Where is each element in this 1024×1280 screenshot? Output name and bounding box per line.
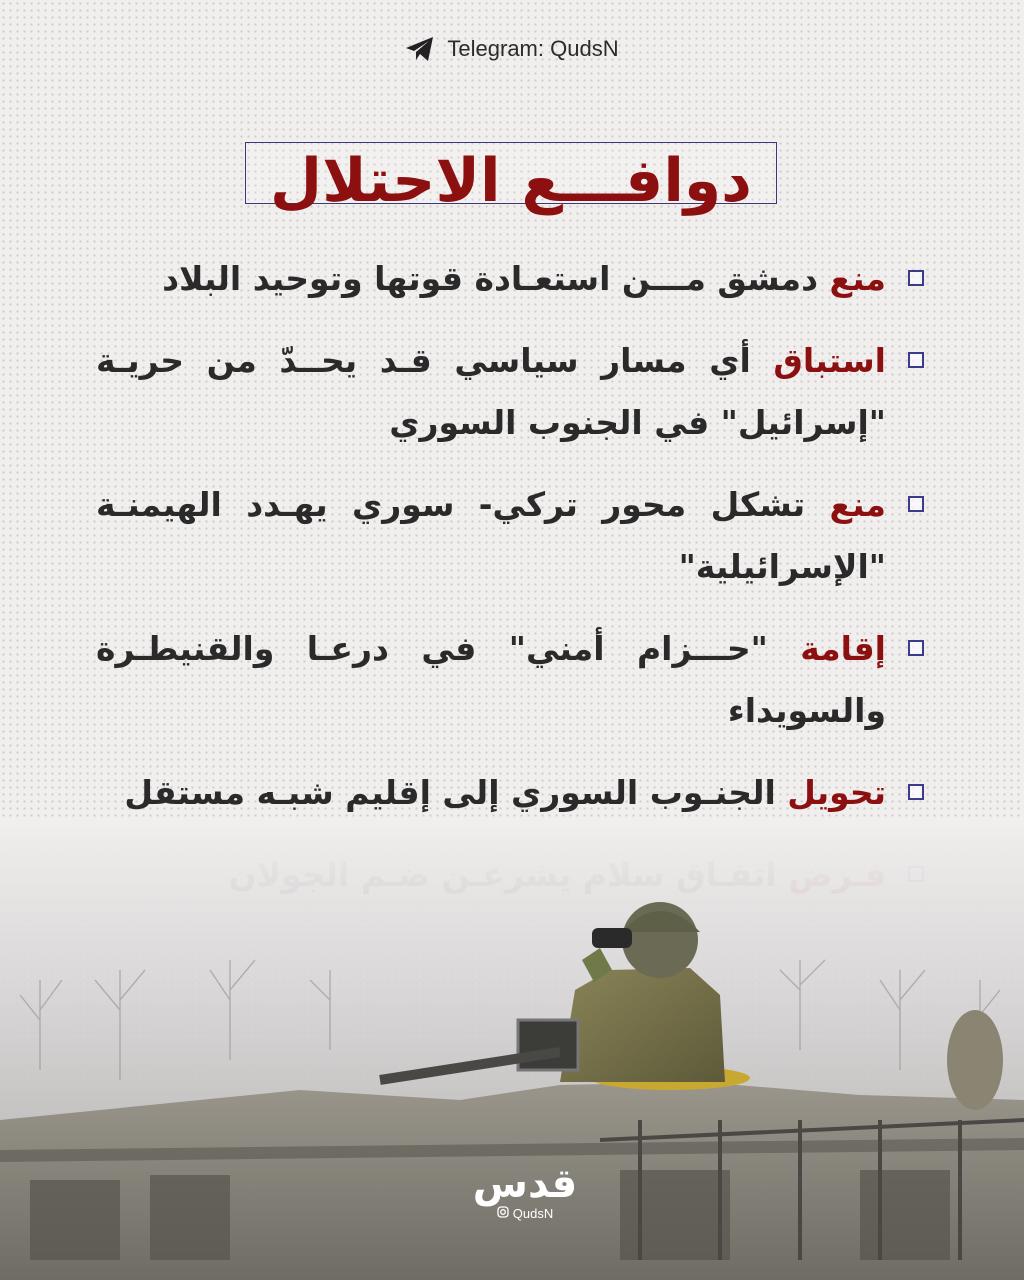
- instagram-icon: [497, 1206, 509, 1221]
- item-text: أي مسار سياسي قـد يحــدّ من حريـة "إسرائيل" في الجنوب السوري: [96, 341, 886, 442]
- list-item: [96, 762, 928, 824]
- item-keyword: منع: [829, 485, 886, 524]
- item-text: الجنـوب السوري إلى إقليم شبـه مستقل: [124, 773, 788, 812]
- logo-handle: [470, 1206, 580, 1221]
- telegram-label: Telegram: QudsN: [447, 36, 619, 61]
- logo-handle-text: QudsN: [512, 1206, 554, 1221]
- list-item: [96, 330, 928, 454]
- checkbox-icon: [908, 352, 924, 368]
- list-item: [96, 474, 928, 598]
- item-text: "حـــزام أمني" في درعـا والقنيطـرة والسويداء: [96, 629, 886, 730]
- checkbox-icon: [908, 784, 924, 800]
- item-keyword: تحويل: [787, 773, 886, 812]
- item-keyword: إقامة: [800, 629, 886, 668]
- list-item: [96, 248, 928, 310]
- quds-logo: [470, 1162, 580, 1221]
- item-keyword: منع: [829, 259, 886, 298]
- title-box: [245, 142, 777, 216]
- page-title: دوافـــع الاحتلال: [270, 146, 752, 216]
- item-keyword: استباق: [773, 341, 886, 380]
- logo-mark: قدس: [472, 1161, 578, 1207]
- item-text: دمشق مـــن استعـادة قوتها وتوحيد البلاد: [162, 259, 830, 298]
- checkbox-icon: [908, 640, 924, 656]
- list-item: [96, 618, 928, 742]
- item-text: تشكل محور تركي- سوري يهـدد الهيمنـة "الإسرائيلية": [96, 485, 886, 586]
- telegram-plane-icon: [405, 36, 435, 62]
- checkbox-icon: [908, 496, 924, 512]
- telegram-header[interactable]: [0, 36, 1024, 62]
- checkbox-icon: [908, 270, 924, 286]
